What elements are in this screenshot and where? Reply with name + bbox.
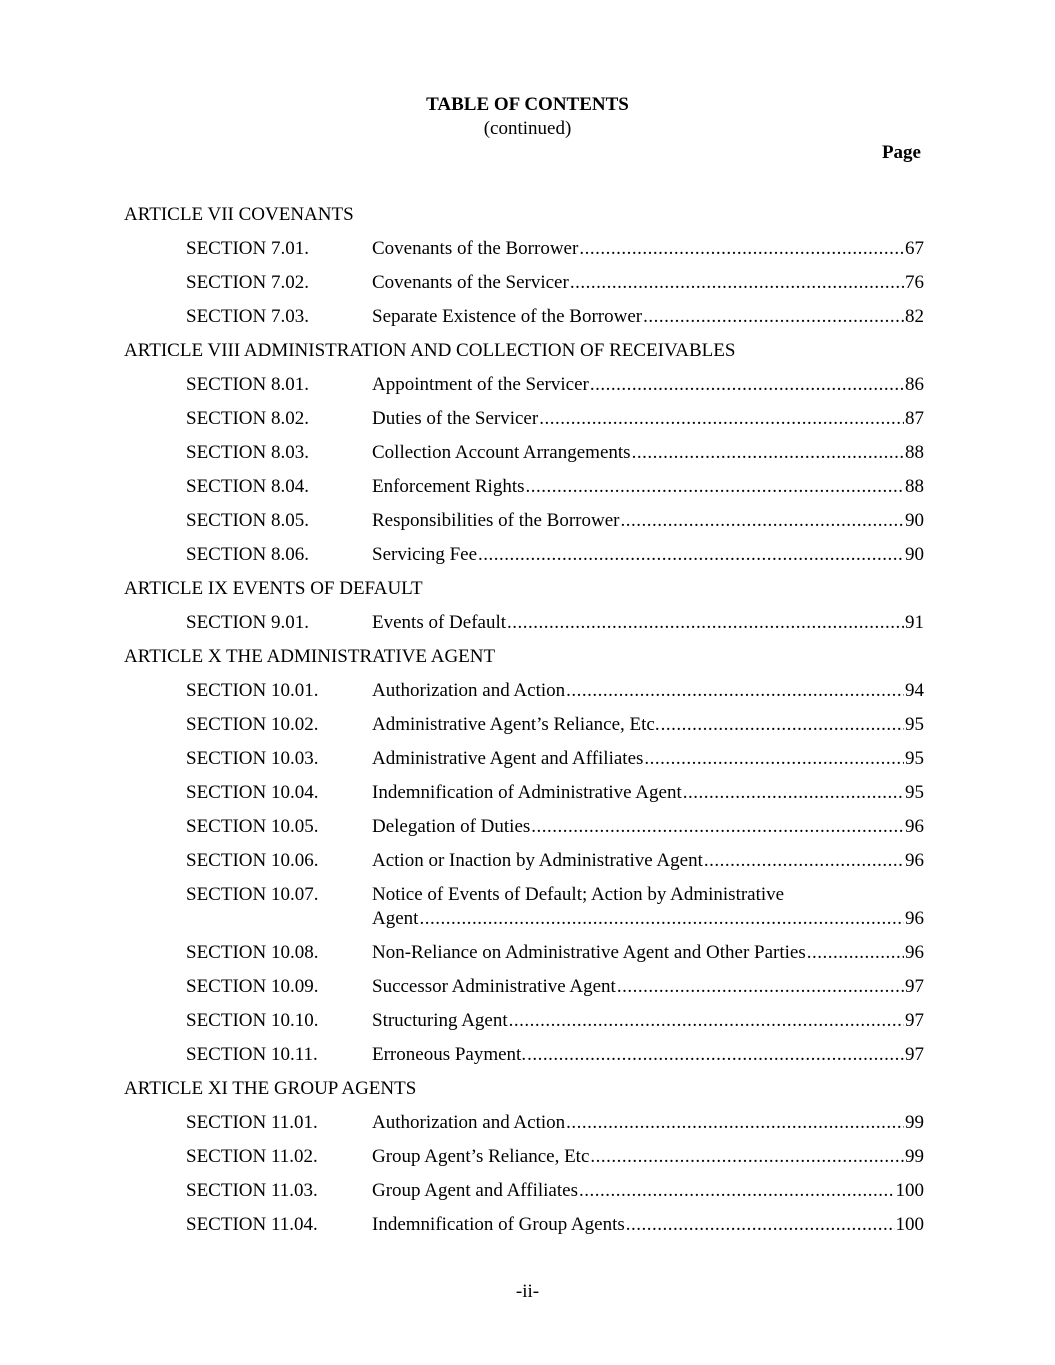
section-number: SECTION 11.01. (186, 1112, 318, 1133)
section-title: Group Agent and Affiliates (372, 1180, 578, 1201)
toc-entry[interactable] (372, 441, 924, 465)
dot-leader (478, 543, 904, 567)
page-number-ref: 97 (905, 976, 924, 997)
page-number-ref: 82 (905, 306, 924, 327)
page-number-ref: 96 (905, 908, 924, 929)
toc-entry[interactable] (372, 509, 924, 533)
section-title: Action or Inaction by Administrative Agent (372, 850, 703, 871)
article-heading[interactable]: ARTICLE X THE ADMINISTRATIVE AGENT (124, 646, 496, 667)
toc-entry[interactable] (372, 679, 924, 703)
section-number: SECTION 8.03. (186, 442, 309, 463)
toc-entry[interactable] (372, 271, 924, 295)
dot-leader (661, 713, 904, 737)
section-number: SECTION 10.11. (186, 1044, 318, 1065)
section-title: Structuring Agent (372, 1010, 508, 1031)
section-number: SECTION 8.01. (186, 374, 309, 395)
toc-entry[interactable] (372, 1043, 924, 1067)
section-title: Separate Existence of the Borrower (372, 306, 643, 327)
toc-entry[interactable] (372, 713, 924, 737)
section-number: SECTION 7.02. (186, 272, 309, 293)
page-number-ref: 87 (905, 408, 924, 429)
dot-leader (566, 1111, 904, 1135)
section-number: SECTION 10.06. (186, 850, 319, 871)
dot-leader (527, 1043, 904, 1067)
toc-entry[interactable] (372, 1179, 924, 1203)
page-number-ref: 88 (905, 476, 924, 497)
page-number-ref: 91 (905, 612, 924, 633)
section-title: Non-Reliance on Administrative Agent and Other Parties (372, 942, 806, 963)
page-number-ref: 86 (905, 374, 924, 395)
dot-leader (621, 509, 905, 533)
page-number-ref: 97 (905, 1010, 924, 1031)
toc-entry[interactable] (372, 543, 924, 567)
dot-leader (590, 1145, 904, 1169)
dot-leader (644, 747, 904, 771)
page-number-ref: 95 (905, 748, 924, 769)
page-column-label: Page (881, 142, 921, 163)
dot-leader (526, 475, 905, 499)
page-number-ref: 94 (905, 680, 924, 701)
section-number: SECTION 7.01. (186, 238, 309, 259)
dot-leader (626, 1213, 895, 1237)
dot-leader (617, 975, 904, 999)
dot-leader (566, 679, 904, 703)
dot-leader (579, 237, 904, 261)
section-number: SECTION 10.02. (186, 714, 319, 735)
section-title: Successor Administrative Agent (372, 976, 616, 997)
section-number: SECTION 11.03. (186, 1180, 318, 1201)
section-number: SECTION 10.09. (186, 976, 319, 997)
page-number-ref: 76 (905, 272, 924, 293)
toc-entry[interactable] (372, 941, 924, 965)
section-title: Indemnification of Group Agents (372, 1214, 625, 1235)
dot-leader (579, 1179, 895, 1203)
toc-entry[interactable] (372, 883, 924, 931)
section-number: SECTION 8.02. (186, 408, 309, 429)
section-title: Servicing Fee (372, 544, 478, 565)
section-title: Agent (372, 908, 419, 929)
article-heading[interactable]: ARTICLE VII COVENANTS (124, 204, 354, 225)
toc-entry[interactable] (372, 1213, 924, 1237)
toc-entry[interactable] (372, 373, 924, 397)
toc-entry[interactable] (372, 747, 924, 771)
section-title: Administrative Agent’s Reliance, Etc. (372, 714, 660, 735)
toc-entry[interactable] (372, 1145, 924, 1169)
section-number: SECTION 11.04. (186, 1214, 318, 1235)
toc-title: TABLE OF CONTENTS (426, 94, 629, 115)
page-number-ref: 99 (905, 1146, 924, 1167)
page-number: -ii- (515, 1281, 540, 1302)
section-number: SECTION 11.02. (186, 1146, 318, 1167)
section-title: Appointment of the Servicer (372, 374, 589, 395)
toc-entry[interactable] (372, 815, 924, 839)
section-title: Covenants of the Servicer (372, 272, 569, 293)
toc-entry[interactable] (372, 611, 924, 635)
page-number-ref: 67 (905, 238, 924, 259)
page-number-ref: 96 (905, 816, 924, 837)
dot-leader (704, 849, 904, 873)
page-number-ref: 88 (905, 442, 924, 463)
section-number: SECTION 10.08. (186, 942, 319, 963)
section-title: Authorization and Action (372, 680, 566, 701)
section-number: SECTION 10.10. (186, 1010, 319, 1031)
dot-leader (632, 441, 904, 465)
toc-entry[interactable] (372, 475, 924, 499)
page-number-ref: 96 (905, 942, 924, 963)
toc-entry[interactable] (372, 305, 924, 329)
dot-leader (509, 1009, 904, 1033)
section-number: SECTION 8.05. (186, 510, 309, 531)
section-title: Covenants of the Borrower (372, 238, 579, 259)
dot-leader (590, 373, 904, 397)
section-title: Duties of the Servicer (372, 408, 539, 429)
section-number: SECTION 10.07. (186, 884, 319, 905)
toc-entry[interactable] (372, 1009, 924, 1033)
page-number-ref: 99 (905, 1112, 924, 1133)
toc-entry[interactable] (372, 1111, 924, 1135)
page-number-ref: 97 (905, 1044, 924, 1065)
dot-leader (507, 611, 904, 635)
section-number: SECTION 8.04. (186, 476, 309, 497)
section-title: Administrative Agent and Affiliates (372, 748, 644, 769)
page-number-ref: 96 (905, 850, 924, 871)
section-title: Authorization and Action (372, 1112, 566, 1133)
dot-leader (683, 781, 904, 805)
toc-entry[interactable] (372, 237, 924, 261)
dot-leader (531, 815, 904, 839)
section-number: SECTION 8.06. (186, 544, 309, 565)
dot-leader (643, 305, 904, 329)
toc-entry[interactable] (372, 975, 924, 999)
page-number-ref: 90 (905, 544, 924, 565)
section-title: Enforcement Rights (372, 476, 525, 497)
article-heading[interactable]: ARTICLE XI THE GROUP AGENTS (124, 1078, 417, 1099)
section-number: SECTION 10.01. (186, 680, 319, 701)
section-title: Responsibilities of the Borrower (372, 510, 620, 531)
article-heading[interactable]: ARTICLE VIII ADMINISTRATION AND COLLECTION OF RECEIVABLES (124, 340, 736, 361)
section-title: Indemnification of Administrative Agent (372, 782, 682, 803)
toc-entry[interactable] (372, 849, 924, 873)
toc-entry[interactable] (372, 781, 924, 805)
page-number-ref: 90 (905, 510, 924, 531)
section-number: SECTION 10.03. (186, 748, 319, 769)
page-number-ref: 100 (895, 1180, 924, 1201)
toc-subtitle: (continued) (483, 118, 572, 139)
article-heading[interactable]: ARTICLE IX EVENTS OF DEFAULT (124, 578, 423, 599)
section-title: Erroneous Payment. (372, 1044, 527, 1065)
section-title: Delegation of Duties (372, 816, 531, 837)
page-number-ref: 100 (895, 1214, 924, 1235)
section-title: Collection Account Arrangements (372, 442, 631, 463)
section-title: Events of Default (372, 612, 507, 633)
dot-leader (419, 907, 904, 931)
page-number-ref: 95 (905, 782, 924, 803)
section-number: SECTION 9.01. (186, 612, 309, 633)
section-title: Group Agent’s Reliance, Etc (372, 1146, 590, 1167)
section-title-first-line: Notice of Events of Default; Action by Administrative (372, 884, 785, 905)
toc-entry[interactable] (372, 407, 924, 431)
section-number: SECTION 10.05. (186, 816, 319, 837)
dot-leader (539, 407, 904, 431)
dot-leader (570, 271, 904, 295)
section-number: SECTION 7.03. (186, 306, 309, 327)
dot-leader (807, 941, 904, 965)
section-number: SECTION 10.04. (186, 782, 319, 803)
page-number-ref: 95 (905, 714, 924, 735)
